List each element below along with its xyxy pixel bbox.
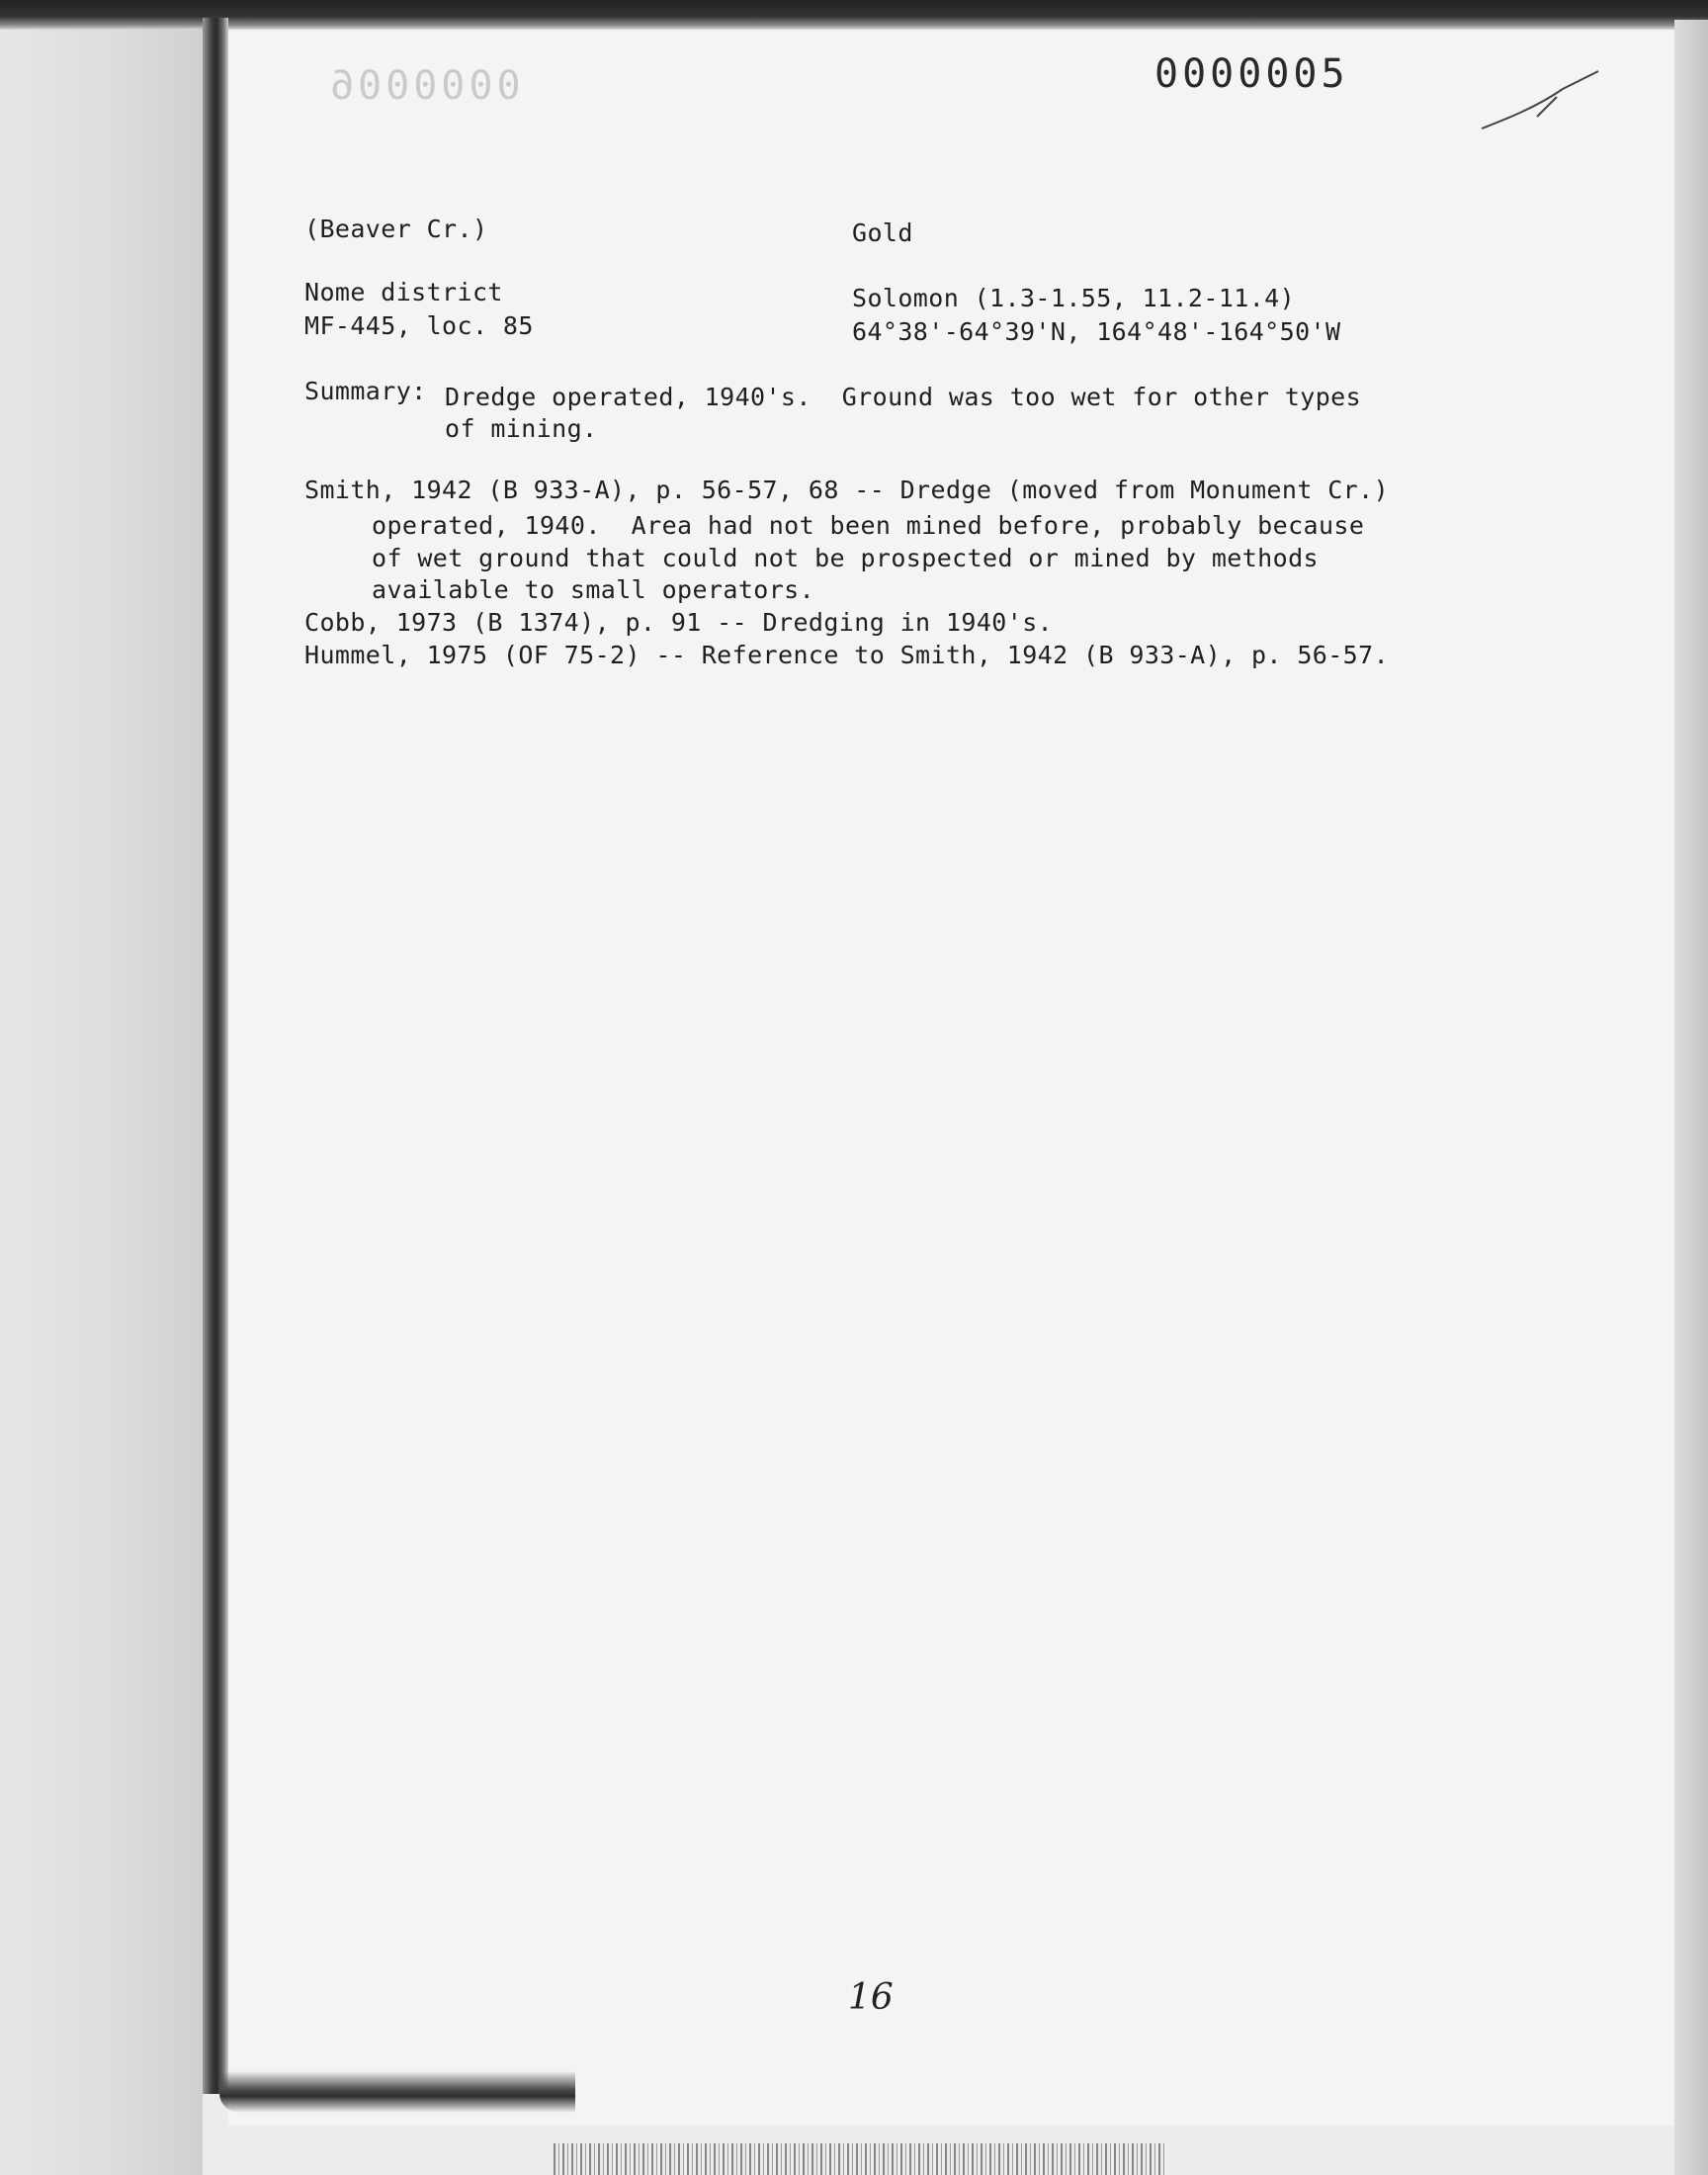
map-reference: MF-445, loc. 85 [304, 311, 534, 340]
summary-line-1: Dredge operated, 1940's. Ground was too wet for other types [445, 383, 1362, 411]
district: Nome district [304, 278, 503, 306]
locality: (Beaver Cr.) [304, 215, 488, 243]
reference-line: Hummel, 1975 (OF 75-2) -- Reference to Smith, 1942 (B 933-A), p. 56-57. [304, 641, 1390, 669]
page-number: 16 [848, 1977, 894, 2018]
quadrangle: Solomon (1.3-1.55, 11.2-11.4) [852, 284, 1296, 312]
binding-spine [203, 18, 228, 2094]
reference-line: Cobb, 1973 (B 1374), p. 91 -- Dredging in 1940's. [304, 608, 1054, 637]
bleed-through-number: 0000006 [326, 63, 521, 109]
reference-line: operated, 1940. Area had not been mined before, probably because [372, 511, 1365, 540]
reference-line: available to small operators. [372, 575, 815, 604]
scan-left-margin [0, 30, 203, 2175]
reference-line: of wet ground that could not be prospected or mined by methods [372, 544, 1319, 572]
check-mark-icon [1478, 67, 1606, 136]
scan-barcode-strip [554, 2143, 1166, 2175]
document-number: 0000005 [1154, 51, 1349, 97]
commodity: Gold [852, 218, 913, 247]
scan-top-edge [0, 0, 1708, 30]
reference-line: Smith, 1942 (B 933-A), p. 56-57, 68 -- Dredge (moved from Monument Cr.) [304, 476, 1390, 504]
summary-line-2: of mining. [445, 414, 598, 443]
scan-right-edge [1674, 20, 1708, 2175]
summary-label: Summary: [304, 377, 427, 405]
binding-spine-foot [219, 2071, 575, 2113]
coordinates: 64°38'-64°39'N, 164°48'-164°50'W [852, 317, 1341, 346]
